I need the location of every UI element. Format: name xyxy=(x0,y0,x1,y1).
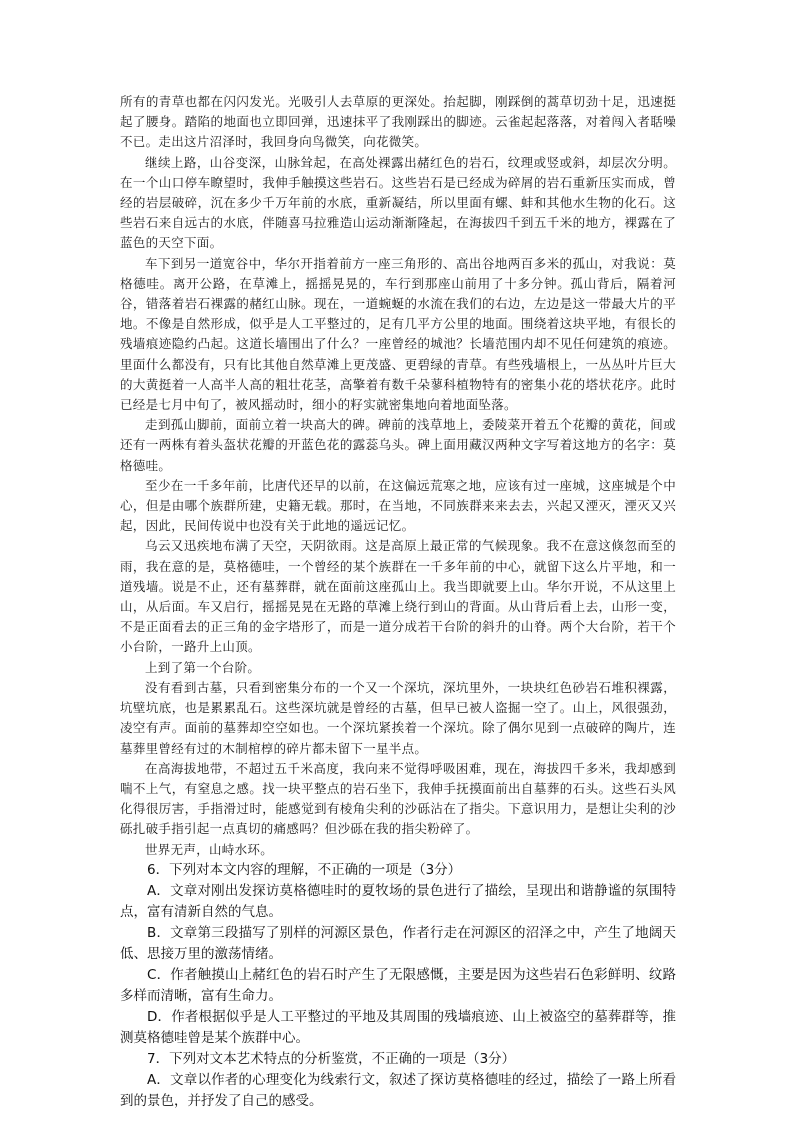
answer-option: A．文章以作者的心理变化为线索行文，叙述了探访莫格德哇的经过，描绘了一路上所看到的景色，并抒发了自己的感受。 xyxy=(120,1071,676,1109)
passage-paragraph: 车下到另一道宽谷中，华尔开指着前方一座三角形的、高出谷地两百多米的孤山，对我说：莫格德哇。离开公路，在草滩上，摇摇晃晃的，车行到那座山前用了十多分钟。孤山背后，隔着河谷，错落着岩石裸露的赭红山脉。现在，一道蜿蜒的水流在我们的右边，左边是这一带最大片的平地。不像是自然形成，似乎是人工平整过的，足有几平方公里的地面。围绕着这块平地，有很长的残墙痕迹隐约凸起。这道长墙围出了什么？一座曾经的城池？长墙范围内却不见任何建筑的痕迹。里面什么都没有，只有比其他自然草滩上更茂盛、更碧绿的青草。有些残墙根上，一丛丛叶片巨大的大黄挺着一人高半人高的粗壮花茎，高擎着有数千朵蓼科植物特有的密集小花的塔状花序。此时已经是七月中旬了，被风摇动时，细小的籽实就密集地向着地面坠落。 xyxy=(120,255,676,413)
reading-passage xyxy=(120,92,676,860)
question-block xyxy=(120,1049,676,1112)
question-stem: 7．下列对文本艺术特点的分析鉴赏，不正确的一项是（3分） xyxy=(147,1050,516,1067)
passage-paragraph: 至少在一千多年前，比唐代还早的以前，在这偏远荒寒之地，应该有过一座城，这座城是个中心，但是由哪个族群所建，史籍无载。那时，在当地，不同族群来来去去，兴起又湮灭，湮灭又兴起，因此，民间传说中也没有关于此地的遥远记忆。 xyxy=(120,477,676,534)
passage-paragraph: 上到了第一个台阶。 xyxy=(145,659,261,675)
passage-paragraph: 继续上路，山谷变深，山脉耸起，在高处裸露出赭红色的岩石，纹理或竖或斜，却层次分明。在一个山口停车瞭望时，我伸手触摸这些岩石。这些岩石是已经成为碎屑的岩石重新压实而成，曾经的岩层破碎，沉在多少千万年前的水底，重新凝结，所以里面有螺、蚌和其他水生物的化石。这些岩石来自远古的水底，伴随喜马拉雅造山运动渐渐隆起，在海拔四千到五千米的地方，裸露在了蓝色的天空下面。 xyxy=(120,154,676,251)
answer-option: B．文章第三段描写了别样的河源区景色，作者行走在河源区的沼泽之中，产生了地阔天低、思接万里的激荡情绪。 xyxy=(120,924,676,962)
passage-paragraph: 走到孤山脚前，面前立着一块高大的碑。碑前的浅草地上，委陵菜开着五个花瓣的黄花，间或还有一两株有着头盔状花瓣的开蓝色花的露蕊乌头。碑上面用藏汉两种文字写着这地方的名字：莫格德哇。 xyxy=(120,417,676,473)
questions-section xyxy=(120,860,676,1112)
question-stem: 6．下列对本文内容的理解，不正确的一项是（3分） xyxy=(147,861,462,878)
answer-option: C．作者触摸山上赭红色的岩石时产生了无限感慨，主要是因为这些岩石色彩鲜明、纹路多样而清晰，富有生命力。 xyxy=(120,966,676,1004)
answer-option: A．文章对刚出发探访莫格德哇时的夏牧场的景色进行了描绘，呈现出和谐静谧的氛围特点，富有清新自然的气息。 xyxy=(120,882,676,920)
document-page xyxy=(120,92,676,1112)
passage-paragraph: 没有看到古墓，只看到密集分布的一个又一个深坑，深坑里外，一块块红色砂岩石堆积裸露，坑壁坑底，也是累累乱石。这些深坑就是曾经的古墓，但早已被人盗掘一空了。山上，风很强劲，凌空有声。面前的墓葬却空空如也。一个深坑紧挨着一个深坑。除了偶尔见到一点破碎的陶片，连墓葬里曾经有过的木制棺椁的碎片都未留下一星半点。 xyxy=(120,679,676,756)
passage-paragraph: 世界无声，山峙水环。 xyxy=(145,841,274,857)
passage-paragraph: 在高海拔地带，不超过五千米高度，我向来不觉得呼吸困难，现在，海拔四千多米，我却感到喘不上气，有窒息之感。找一块平整点的岩石坐下，我伸手抚摸面前出自墓葬的石头。这些石头风化得很厉害，手指滑过时，能感觉到有棱角尖利的沙砾沾在了指尖。下意识用力，是想让尖利的沙砾扎破手指引起一点真切的痛感吗？但沙砾在我的指尖粉碎了。 xyxy=(120,760,676,837)
answer-option: D．作者根据似乎是人工平整过的平地及其周围的残墙痕迹、山上被盗空的墓葬群等，推测莫格德哇曾是某个族群中心。 xyxy=(120,1008,676,1046)
passage-paragraph: 乌云又迅疾地布满了天空，天阴欲雨。这是高原上最正常的气候现象。我不在意这倏忽而至的雨，我在意的是，莫格德哇，一个曾经的某个族群在一千多年前的中心，就留下这么片平地，和一道残墙。说是不止，还有墓葬群，就在面前这座孤山上。我当即就要上山。华尔开说，不从这里上山，从后面。车又启行，摇摇晃晃在无路的草滩上绕行到山的背面。从山背后看上去，山形一变，不是正面看去的正三角的金字塔形了，而是一道分成若干台阶的斜升的山脊。两个大台阶，若干个小台阶，一路升上山顶。 xyxy=(120,538,676,655)
passage-paragraph: 所有的青草也都在闪闪发光。光吸引人去草原的更深处。抬起脚，刚踩倒的蒿草切劲十足，迅速挺起了腰身。踏陷的地面也立即回弹，迅速抹平了我刚踩出的脚迹。云雀起起落落，对着闯入者聒噪不已。走出这片沼泽时，我回身向鸟微笑，向花微笑。 xyxy=(120,94,676,150)
question-block xyxy=(120,860,676,1049)
